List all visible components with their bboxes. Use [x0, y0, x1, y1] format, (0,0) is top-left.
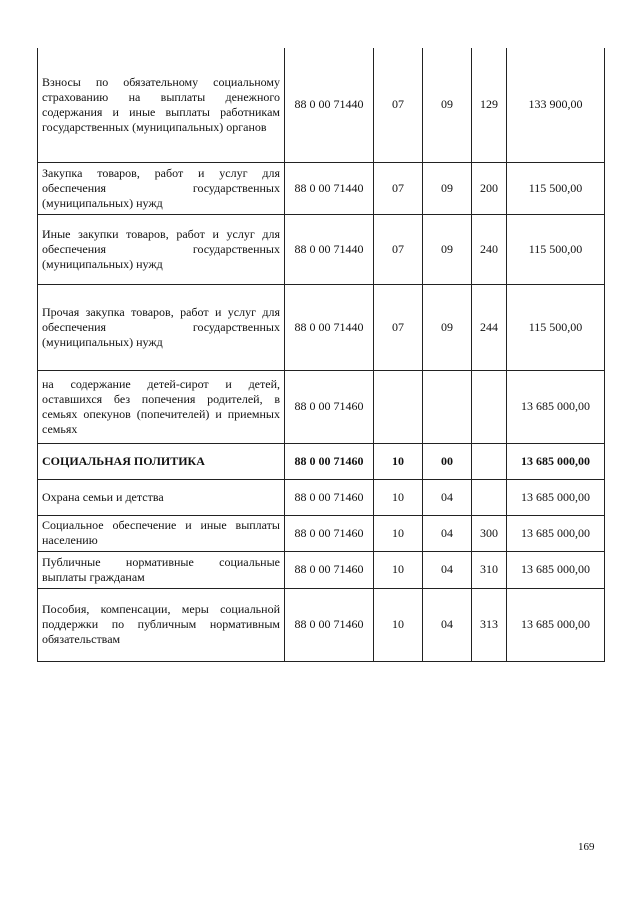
row-code: 88 0 00 71460 [285, 370, 374, 443]
row-name: СОЦИАЛЬНАЯ ПОЛИТИКА [38, 443, 285, 479]
row-razdel: 10 [374, 515, 423, 551]
table-row [38, 588, 605, 661]
row-razdel: 07 [374, 48, 423, 162]
table-row [38, 284, 605, 370]
row-amount: 115 500,00 [507, 162, 605, 214]
row-name: на содержание детей-сирот и детей, оставшихся без попечения родителей, в семьях опекунов (попечителей) и приемных семьях [38, 370, 285, 443]
row-amount: 13 685 000,00 [507, 370, 605, 443]
table-row [38, 479, 605, 515]
row-vid: 200 [472, 162, 507, 214]
row-name: Пособия, компенсации, меры социальной поддержки по публичным нормативным обязательствам [38, 588, 285, 661]
row-podrazdel: 09 [423, 214, 472, 284]
row-podrazdel: 04 [423, 515, 472, 551]
row-name: Социальное обеспечение и иные выплаты населению [38, 515, 285, 551]
row-razdel: 10 [374, 551, 423, 588]
row-name: Публичные нормативные социальные выплаты гражданам [38, 551, 285, 588]
row-code: 88 0 00 71460 [285, 479, 374, 515]
row-razdel [374, 370, 423, 443]
row-amount: 13 685 000,00 [507, 515, 605, 551]
row-amount: 13 685 000,00 [507, 443, 605, 479]
row-code: 88 0 00 71440 [285, 162, 374, 214]
row-name: Охрана семьи и детства [38, 479, 285, 515]
row-code: 88 0 00 71440 [285, 284, 374, 370]
row-code: 88 0 00 71460 [285, 443, 374, 479]
row-amount: 115 500,00 [507, 284, 605, 370]
row-amount: 133 900,00 [507, 48, 605, 162]
row-vid [472, 443, 507, 479]
table-row [38, 162, 605, 214]
row-vid: 310 [472, 551, 507, 588]
row-razdel: 10 [374, 479, 423, 515]
row-name: Взносы по обязательному социальному страхованию на выплаты денежного содержания и иные выплаты работникам государственных (муниципальных) органов [38, 48, 285, 162]
row-amount: 13 685 000,00 [507, 551, 605, 588]
table-row [38, 515, 605, 551]
row-podrazdel: 09 [423, 48, 472, 162]
row-code: 88 0 00 71460 [285, 588, 374, 661]
row-podrazdel: 09 [423, 284, 472, 370]
row-podrazdel: 04 [423, 588, 472, 661]
row-name: Иные закупки товаров, работ и услуг для обеспечения государственных (муниципальных) нужд [38, 214, 285, 284]
row-amount: 13 685 000,00 [507, 588, 605, 661]
row-podrazdel [423, 370, 472, 443]
row-amount: 115 500,00 [507, 214, 605, 284]
table-row-section [38, 443, 605, 479]
row-code: 88 0 00 71440 [285, 214, 374, 284]
row-vid: 244 [472, 284, 507, 370]
table-row [38, 370, 605, 443]
row-vid: 240 [472, 214, 507, 284]
page-number: 169 [578, 841, 595, 853]
row-code: 88 0 00 71460 [285, 551, 374, 588]
row-razdel: 10 [374, 588, 423, 661]
row-vid [472, 370, 507, 443]
row-vid: 129 [472, 48, 507, 162]
table-row [38, 214, 605, 284]
row-razdel: 10 [374, 443, 423, 479]
row-name: Прочая закупка товаров, работ и услуг для обеспечения государственных (муниципальных) нужд [38, 284, 285, 370]
row-razdel: 07 [374, 214, 423, 284]
row-amount: 13 685 000,00 [507, 479, 605, 515]
row-code: 88 0 00 71460 [285, 515, 374, 551]
row-razdel: 07 [374, 284, 423, 370]
row-code: 88 0 00 71440 [285, 48, 374, 162]
row-vid [472, 479, 507, 515]
budget-table [37, 48, 605, 662]
row-name: Закупка товаров, работ и услуг для обеспечения государственных (муниципальных) нужд [38, 162, 285, 214]
row-podrazdel: 09 [423, 162, 472, 214]
row-podrazdel: 04 [423, 551, 472, 588]
row-vid: 300 [472, 515, 507, 551]
row-vid: 313 [472, 588, 507, 661]
row-razdel: 07 [374, 162, 423, 214]
table-row [38, 48, 605, 162]
row-podrazdel: 04 [423, 479, 472, 515]
row-podrazdel: 00 [423, 443, 472, 479]
table-row [38, 551, 605, 588]
